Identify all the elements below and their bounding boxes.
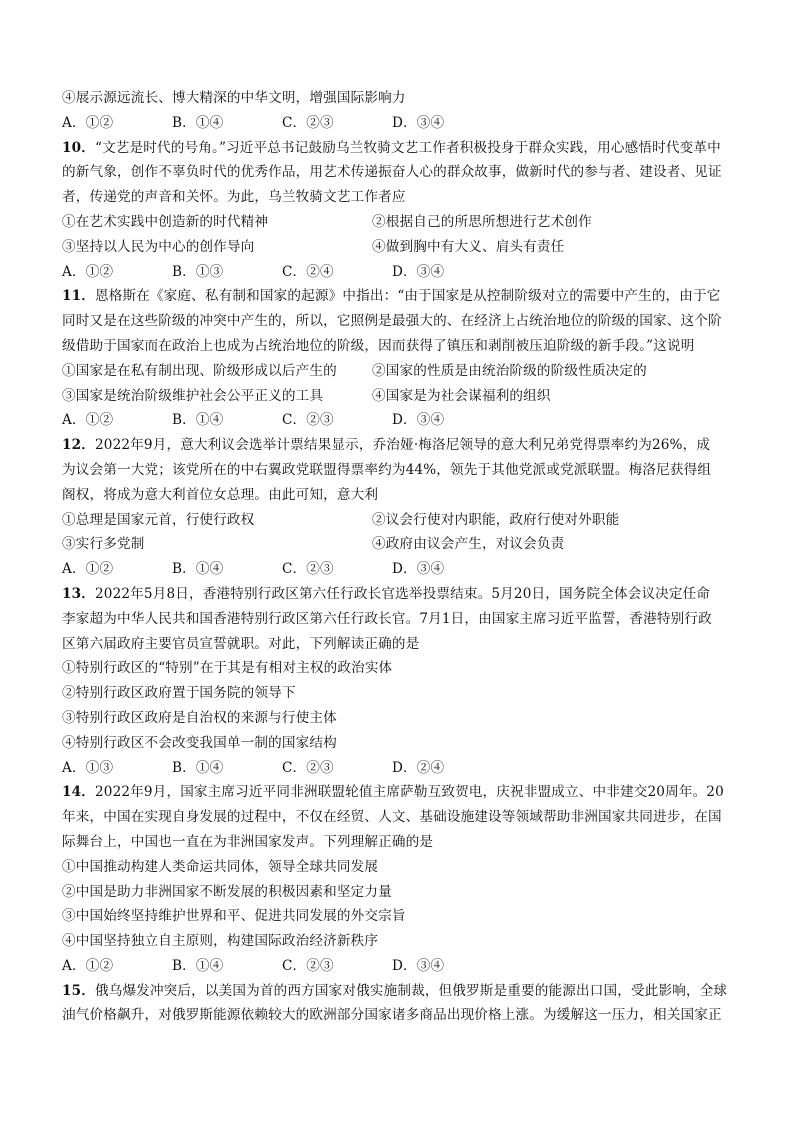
option-d: D．③④ (392, 263, 445, 280)
q10-options (62, 260, 732, 285)
q10-statements-row-1 (62, 210, 732, 235)
option-b: B．①③ (172, 263, 224, 280)
q12-stem-line-1 (62, 433, 732, 458)
q10-statement-2: ②根据自己的所思所想进行艺术创作 (372, 213, 592, 230)
q11-statements-row-2 (62, 384, 732, 409)
q11-statement-1: ①国家是在私有制出现、阶级形成以后产生的 (62, 362, 337, 379)
option-b: B．①④ (172, 412, 224, 429)
q14-stem-line-3: 际舞台上，中国也一直在为非洲国家发声。下列理解正确的是 (62, 833, 434, 850)
option-c: C．②③ (282, 114, 334, 131)
q11-statement-3: ③国家是统治阶级维护社会公平正义的工具 (62, 387, 324, 404)
q12-statements-row-2 (62, 532, 732, 557)
q9-statement-4: ④展示源远流长、博大精深的中华文明，增强国际影响力 (62, 90, 406, 106)
q9-options (62, 111, 732, 136)
question-number: 13． (62, 585, 95, 602)
q14-statement-3: ③中国始终坚持维护世界和平、促进共同发展的外交宗旨 (62, 908, 406, 925)
q13-statement-2: ②特别行政区政府置于国务院的领导下 (62, 685, 296, 702)
q12-statement-1: ①总理是国家元首，行使行政权 (62, 511, 255, 528)
q13-statement-3: ③特别行政区政府是自治权的来源与行使主体 (62, 709, 337, 726)
q13-stem-line-2: 李家超为中华人民共和国香港特别行政区第六任行政长官。7月1日，由国家主席习近平监誓，香港特别行政 (62, 610, 712, 627)
question-number: 12． (62, 437, 95, 454)
option-d: D．③④ (392, 412, 445, 429)
option-b: B．①④ (172, 114, 224, 131)
q14-statement-2: ②中国是助力非洲国家不断发展的积极因素和坚定力量 (62, 883, 392, 900)
q14-text: 2022年9月，国家主席习近平同非洲联盟轮值主席萨勒互致贺电，庆祝非盟成立、中非建交20周年。20 (94, 784, 724, 801)
option-b: B．①④ (172, 957, 224, 974)
question-number: 15． (62, 982, 95, 999)
q11-statement-4: ④国家是为社会谋福利的组织 (372, 387, 551, 404)
q11-stem-line-3: 级借助于国家而在政治上也成为占统治地位的阶级，因而获得了镇压和剥削被压迫阶级的新手段。”这说明 (62, 337, 695, 354)
q14-stem-line-2: 年来，中国在实现自身发展的过程中，不仅在经贸、人文、基础设施建设等领域帮助非洲国家共同进步，在国 (62, 809, 722, 826)
option-d: D．③④ (392, 957, 445, 974)
q11-statements-row-1 (62, 359, 732, 384)
q14-options (62, 954, 732, 979)
q10-text: “文艺是时代的号角。”习近平总书记鼓励乌兰牧骑文艺工作者积极投身于群众实践，用心感悟时代变革中 (94, 139, 721, 156)
q11-stem-line-1 (62, 284, 732, 309)
q15-stem-line-2: 油气价格飙升，对俄罗斯能源依赖较大的欧洲部分国家诸多商品出现价格上涨。为缓解这一压力，相关国家正 (62, 1007, 722, 1024)
q12-options (62, 557, 732, 582)
q13-statement-1: ①特别行政区的“特别”在于其是有相对主权的政治实体 (62, 660, 393, 677)
option-c: C．②③ (282, 759, 334, 776)
option-d: D．②④ (392, 759, 445, 776)
option-a: A．①② (62, 561, 114, 578)
q13-stem-line-1 (62, 582, 732, 607)
option-a: A．①② (62, 263, 114, 280)
q11-stem-line-2: 同时又是在这些阶级的冲突中产生的，所以，它照例是最强大的、在经济上占统治地位的阶级的国家、这个阶 (62, 313, 722, 330)
q10-statements-row-2 (62, 235, 732, 260)
q15-stem-line-1 (62, 979, 732, 1004)
option-a: A．①③ (62, 759, 114, 776)
option-a: A．①② (62, 114, 114, 131)
q12-stem-line-2: 为议会第一大党；该党所在的中右翼政党联盟得票率约为44%，领先于其他党派或党派联盟。梅洛尼获得组 (62, 461, 712, 478)
option-c: C．②④ (282, 263, 334, 280)
question-number: 10． (62, 139, 95, 156)
q13-text: 2022年5月8日，香港特别行政区第六任行政长官选举投票结束。5月20日，国务院全体会议决定任命 (94, 585, 711, 602)
q13-options (62, 756, 732, 781)
q10-statement-4: ④做到胸中有大义、肩头有责任 (372, 238, 565, 255)
q10-stem-line-2: 的新气象，创作不辜负时代的优秀作品，用艺术传递振奋人心的群众故事，做新时代的参与者、建设者、见证 (62, 164, 722, 181)
q11-statement-2: ②国家的性质是由统治阶级的阶级性质决定的 (372, 362, 647, 379)
q12-stem-line-3: 阁权，将成为意大利首位女总理。由此可知，意大利 (62, 486, 379, 503)
option-a: A．①② (62, 412, 114, 429)
q11-text: 恩格斯在《家庭、私有制和国家的起源》中指出：“由于国家是从控制阶级对立的需要中产生的，由于它 (94, 288, 721, 305)
q12-statement-3: ③实行多党制 (62, 536, 145, 553)
q10-statement-3: ③坚持以人民为中心的创作导向 (62, 238, 255, 255)
q11-options (62, 408, 732, 433)
q14-statement-1: ①中国推动构建人类命运共同体，领导全球共同发展 (62, 858, 379, 875)
option-b: B．①④ (172, 759, 224, 776)
option-c: C．②③ (282, 957, 334, 974)
q12-text: 2022年9月，意大利议会选举计票结果显示，乔治娅·梅洛尼领导的意大利兄弟党得票率约为26%，成 (94, 437, 711, 454)
q10-statement-1: ①在艺术实践中创造新的时代精神 (62, 213, 269, 230)
q12-statement-4: ④政府由议会产生，对议会负责 (372, 536, 565, 553)
option-b: B．①④ (172, 561, 224, 578)
q13-statement-4: ④特别行政区不会改变我国单一制的国家结构 (62, 734, 337, 751)
option-a: A．①② (62, 957, 114, 974)
q12-statement-2: ②议会行使对内职能，政府行使对外职能 (372, 511, 620, 528)
option-c: C．②③ (282, 412, 334, 429)
option-c: C．②③ (282, 561, 334, 578)
option-d: D．③④ (392, 114, 445, 131)
q10-stem-line-3: 者，传递党的声音和关怀。为此，乌兰牧骑文艺工作者应 (62, 189, 406, 206)
exam-page (62, 86, 732, 1028)
q14-statement-4: ④中国坚持独立自主原则，构建国际政治经济新秩序 (62, 933, 379, 950)
q14-stem-line-1 (62, 780, 732, 805)
q10-stem-line-1 (62, 136, 732, 161)
option-d: D．③④ (392, 561, 445, 578)
question-number: 11． (62, 288, 95, 305)
q13-stem-line-3: 区第六届政府主要官员宣誓就职。对此，下列解读正确的是 (62, 635, 420, 652)
q15-text: 俄乌爆发冲突后，以美国为首的西方国家对俄实施制裁，但俄罗斯是重要的能源出口国，受此影响，全球 (94, 982, 728, 999)
question-number: 14． (62, 784, 95, 801)
q12-statements-row-1 (62, 508, 732, 533)
